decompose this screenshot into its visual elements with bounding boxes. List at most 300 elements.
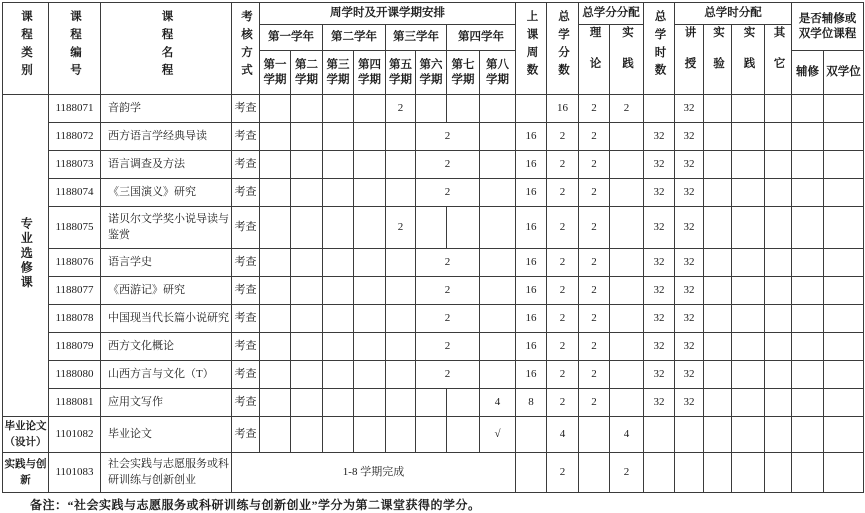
- cell-hours: 32: [644, 277, 675, 305]
- table-row: [3, 207, 864, 249]
- cell-s6-s7: 2: [416, 333, 480, 361]
- cell-minor: [792, 389, 824, 417]
- cell-lecture: 32: [675, 305, 704, 333]
- header-semester-7: 第七学期: [447, 51, 480, 95]
- cell-s5: [386, 333, 416, 361]
- cell-s1: [260, 389, 291, 417]
- cell-s6: [416, 95, 447, 123]
- header-weekly-hours: 周学时及开课学期安排: [260, 3, 516, 25]
- cell-exam: 考查: [232, 95, 260, 123]
- cell-theory: 2: [579, 333, 610, 361]
- cell-s3: [323, 417, 354, 453]
- cell-experiment: [704, 151, 732, 179]
- cell-s3: [323, 305, 354, 333]
- cell-course-name: 西方文化概论: [101, 333, 232, 361]
- cell-course-name: 《三国演义》研究: [101, 179, 232, 207]
- cell-hours-practice: [732, 389, 765, 417]
- cell-credits: 16: [547, 95, 579, 123]
- cell-s3: [323, 361, 354, 389]
- cell-course-id: 1188073: [49, 151, 101, 179]
- cell-double-degree: [824, 249, 864, 277]
- header-credit-practice: [610, 25, 644, 95]
- cell-other: [765, 249, 792, 277]
- cell-s8: [480, 305, 516, 333]
- cell-course-id: 1188071: [49, 95, 101, 123]
- cell-hours-practice: [732, 95, 765, 123]
- cell-weeks: 16: [516, 305, 547, 333]
- cell-s2: [291, 333, 323, 361]
- cell-course-id: 1188072: [49, 123, 101, 151]
- cell-lecture: [675, 453, 704, 493]
- cell-lecture: [675, 417, 704, 453]
- cell-s8: [480, 179, 516, 207]
- cell-s5: [386, 417, 416, 453]
- cell-s2: [291, 95, 323, 123]
- cell-credits: 2: [547, 361, 579, 389]
- cell-s2: [291, 179, 323, 207]
- cell-course-id: 1188078: [49, 305, 101, 333]
- cell-hours: 32: [644, 333, 675, 361]
- cell-theory: 2: [579, 249, 610, 277]
- cell-minor: [792, 123, 824, 151]
- cell-experiment: [704, 179, 732, 207]
- table-row: [3, 333, 864, 361]
- cell-minor: [792, 249, 824, 277]
- cell-minor: [792, 95, 824, 123]
- table-row: [3, 179, 864, 207]
- cell-s1: [260, 123, 291, 151]
- cell-s2: [291, 417, 323, 453]
- cell-s3: [323, 277, 354, 305]
- cell-hours: 32: [644, 305, 675, 333]
- cell-credits: 4: [547, 417, 579, 453]
- cell-course-name: 诺贝尔文学奖小说导读与鉴赏: [101, 207, 232, 249]
- cell-minor: [792, 151, 824, 179]
- cell-s4: [354, 95, 386, 123]
- cell-s7: [447, 207, 480, 249]
- cell-theory: 2: [579, 179, 610, 207]
- cell-s3: [323, 179, 354, 207]
- cell-theory: 2: [579, 207, 610, 249]
- cell-s4: [354, 417, 386, 453]
- cell-s5: 2: [386, 207, 416, 249]
- cell-experiment: [704, 207, 732, 249]
- header-semester-2: 第二学期: [291, 51, 323, 95]
- cell-experiment: [704, 95, 732, 123]
- cell-s6: [416, 417, 447, 453]
- cell-s6-s7: 2: [416, 305, 480, 333]
- header-semester-8: 第八学期: [480, 51, 516, 95]
- cell-other: [765, 179, 792, 207]
- cell-minor: [792, 305, 824, 333]
- cell-practice: [610, 333, 644, 361]
- cell-experiment: [704, 453, 732, 493]
- cell-hours: 32: [644, 207, 675, 249]
- cell-credits: 2: [547, 277, 579, 305]
- cell-course-name: 中国现当代长篇小说研究: [101, 305, 232, 333]
- cell-s1: [260, 361, 291, 389]
- cell-theory: 2: [579, 95, 610, 123]
- table-row: [3, 417, 864, 453]
- cell-s6-s7: 2: [416, 277, 480, 305]
- cell-s8: [480, 95, 516, 123]
- cell-course-id: 1101082: [49, 417, 101, 453]
- header-year-1: 第一学年: [260, 25, 323, 51]
- cell-theory: [579, 453, 610, 493]
- cell-practice: [610, 277, 644, 305]
- cell-category-practice: 实践与创新: [3, 453, 49, 493]
- cell-course-id: 1101083: [49, 453, 101, 493]
- cell-hours: [644, 95, 675, 123]
- cell-credits: 2: [547, 305, 579, 333]
- cell-s8: 4: [480, 389, 516, 417]
- table-row: [3, 389, 864, 417]
- cell-minor: [792, 417, 824, 453]
- cell-practice: [610, 123, 644, 151]
- table-row: [3, 95, 864, 123]
- header-course-name: [101, 3, 232, 95]
- cell-double-degree: [824, 95, 864, 123]
- cell-double-degree: [824, 417, 864, 453]
- cell-s8: [480, 333, 516, 361]
- cell-s2: [291, 389, 323, 417]
- category-elective-label: 专业选修课: [19, 216, 34, 290]
- cell-exam: 考查: [232, 305, 260, 333]
- cell-s4: [354, 389, 386, 417]
- cell-s8: [480, 277, 516, 305]
- cell-course-name: 语言学史: [101, 249, 232, 277]
- cell-course-id: 1188077: [49, 277, 101, 305]
- table-row: [3, 361, 864, 389]
- cell-practice: [610, 361, 644, 389]
- table-header: [3, 3, 864, 95]
- table-row: [3, 453, 864, 493]
- cell-hours: 32: [644, 179, 675, 207]
- cell-s8: [480, 123, 516, 151]
- cell-credits: 2: [547, 453, 579, 493]
- cell-weeks: 16: [516, 361, 547, 389]
- cell-s4: [354, 333, 386, 361]
- cell-s1: [260, 207, 291, 249]
- header-total-hours-label: 总学时数: [653, 10, 666, 82]
- cell-experiment: [704, 389, 732, 417]
- cell-s3: [323, 123, 354, 151]
- cell-credits: 2: [547, 249, 579, 277]
- cell-credits: 2: [547, 179, 579, 207]
- cell-other: [765, 333, 792, 361]
- cell-s4: [354, 179, 386, 207]
- cell-experiment: [704, 249, 732, 277]
- cell-weeks: [516, 453, 547, 493]
- cell-s5: [386, 389, 416, 417]
- cell-exam: 考查: [232, 123, 260, 151]
- table-row: [3, 249, 864, 277]
- header-hours-experiment: [704, 25, 732, 95]
- table-body: [3, 95, 864, 493]
- cell-theory: 2: [579, 123, 610, 151]
- cell-double-degree: [824, 151, 864, 179]
- cell-s2: [291, 305, 323, 333]
- cell-hours-practice: [732, 333, 765, 361]
- cell-double-degree: [824, 389, 864, 417]
- cell-course-name: 毕业论文: [101, 417, 232, 453]
- cell-lecture: 32: [675, 207, 704, 249]
- header-total-credits: [547, 3, 579, 95]
- cell-double-degree: [824, 207, 864, 249]
- cell-practice: [610, 151, 644, 179]
- cell-s6-s7: 2: [416, 151, 480, 179]
- cell-s8: [480, 151, 516, 179]
- cell-s8: [480, 361, 516, 389]
- cell-s5: [386, 361, 416, 389]
- cell-theory: 2: [579, 389, 610, 417]
- cell-credits: 2: [547, 151, 579, 179]
- cell-completion-note: 1-8 学期完成: [232, 453, 516, 493]
- header-year-4: 第四学年: [447, 25, 516, 51]
- cell-theory: [579, 417, 610, 453]
- cell-course-name: 音韵学: [101, 95, 232, 123]
- cell-s1: [260, 179, 291, 207]
- cell-double-degree: [824, 453, 864, 493]
- cell-hours: 32: [644, 249, 675, 277]
- cell-other: [765, 305, 792, 333]
- cell-other: [765, 95, 792, 123]
- header-semester-6: 第六学期: [416, 51, 447, 95]
- cell-other: [765, 417, 792, 453]
- cell-exam: 考查: [232, 207, 260, 249]
- cell-s3: [323, 95, 354, 123]
- cell-s4: [354, 305, 386, 333]
- cell-weeks: 16: [516, 179, 547, 207]
- cell-hours-practice: [732, 453, 765, 493]
- cell-s7: [447, 95, 480, 123]
- header-hours-distribution: 总学时分配: [675, 3, 792, 25]
- header-hours-lecture: [675, 25, 704, 95]
- cell-weeks: [516, 95, 547, 123]
- cell-minor: [792, 277, 824, 305]
- cell-theory: 2: [579, 151, 610, 179]
- cell-s1: [260, 151, 291, 179]
- cell-s1: [260, 333, 291, 361]
- cell-weeks: 16: [516, 207, 547, 249]
- cell-s6-s7: 2: [416, 249, 480, 277]
- cell-s3: [323, 207, 354, 249]
- header-class-weeks-label: 上课周数: [525, 10, 538, 82]
- cell-s3: [323, 249, 354, 277]
- cell-theory: 2: [579, 361, 610, 389]
- table-row: [3, 123, 864, 151]
- header-hours-lecture-label: 讲授: [683, 26, 696, 89]
- cell-double-degree: [824, 361, 864, 389]
- cell-weeks: 16: [516, 123, 547, 151]
- header-minor-double-degree: 是否辅修或双学位课程: [792, 3, 864, 51]
- cell-hours-practice: [732, 277, 765, 305]
- cell-s5: [386, 151, 416, 179]
- cell-double-degree: [824, 123, 864, 151]
- cell-exam: 考查: [232, 151, 260, 179]
- cell-theory: 2: [579, 305, 610, 333]
- cell-exam: 考查: [232, 249, 260, 277]
- cell-hours: [644, 453, 675, 493]
- header-class-weeks: [516, 3, 547, 95]
- cell-s2: [291, 207, 323, 249]
- cell-course-id: 1188079: [49, 333, 101, 361]
- header-year-2: 第二学年: [323, 25, 386, 51]
- header-semester-1: 第一学期: [260, 51, 291, 95]
- cell-practice: [610, 249, 644, 277]
- cell-other: [765, 453, 792, 493]
- cell-weeks: 8: [516, 389, 547, 417]
- cell-hours-practice: [732, 207, 765, 249]
- header-course-id: [49, 3, 101, 95]
- cell-lecture: 32: [675, 179, 704, 207]
- cell-course-id: 1188074: [49, 179, 101, 207]
- cell-course-id: 1188075: [49, 207, 101, 249]
- cell-lecture: 32: [675, 333, 704, 361]
- cell-practice: [610, 207, 644, 249]
- cell-hours: 32: [644, 151, 675, 179]
- header-hours-experiment-label: 实验: [711, 26, 724, 89]
- cell-s4: [354, 207, 386, 249]
- cell-course-name: 应用文写作: [101, 389, 232, 417]
- cell-other: [765, 361, 792, 389]
- cell-minor: [792, 361, 824, 389]
- header-row-1: [3, 3, 864, 25]
- header-credit-theory-label: 理论: [588, 26, 601, 89]
- header-exam-method-label: 考核方式: [239, 10, 252, 82]
- cell-s1: [260, 417, 291, 453]
- cell-s3: [323, 333, 354, 361]
- header-course-id-label: 课程编号: [68, 10, 81, 82]
- cell-s8: [480, 207, 516, 249]
- cell-course-name: 社会实践与志愿服务或科研训练与创新创业: [101, 453, 232, 493]
- cell-lecture: 32: [675, 361, 704, 389]
- cell-other: [765, 207, 792, 249]
- cell-hours-practice: [732, 249, 765, 277]
- cell-s5: [386, 179, 416, 207]
- cell-other: [765, 151, 792, 179]
- cell-s6: [416, 389, 447, 417]
- cell-exam: 考查: [232, 361, 260, 389]
- cell-category-elective: [3, 95, 49, 417]
- cell-double-degree: [824, 277, 864, 305]
- cell-s2: [291, 151, 323, 179]
- table-row: [3, 151, 864, 179]
- cell-exam: 考查: [232, 389, 260, 417]
- cell-s1: [260, 95, 291, 123]
- header-course-name-label: 课程名程: [160, 10, 173, 82]
- cell-s7: [447, 389, 480, 417]
- cell-category-thesis: 毕业论文（设计）: [3, 417, 49, 453]
- cell-lecture: 32: [675, 95, 704, 123]
- cell-experiment: [704, 333, 732, 361]
- cell-s8: [480, 249, 516, 277]
- cell-course-id: 1188081: [49, 389, 101, 417]
- cell-s5: [386, 277, 416, 305]
- cell-s1: [260, 305, 291, 333]
- cell-hours-practice: [732, 417, 765, 453]
- cell-course-name: 山西方言与文化（T）: [101, 361, 232, 389]
- cell-s8-checkmark: √: [480, 417, 516, 453]
- cell-hours: [644, 417, 675, 453]
- cell-s2: [291, 249, 323, 277]
- header-credit-practice-label: 实践: [620, 26, 633, 89]
- cell-practice: [610, 389, 644, 417]
- header-semester-4: 第四学期: [354, 51, 386, 95]
- cell-practice: 4: [610, 417, 644, 453]
- cell-hours-practice: [732, 123, 765, 151]
- cell-experiment: [704, 277, 732, 305]
- cell-s1: [260, 249, 291, 277]
- cell-lecture: 32: [675, 123, 704, 151]
- header-minor: 辅修: [792, 51, 824, 95]
- cell-weeks: 16: [516, 151, 547, 179]
- cell-lecture: 32: [675, 151, 704, 179]
- cell-s5: 2: [386, 95, 416, 123]
- cell-minor: [792, 333, 824, 361]
- cell-hours-practice: [732, 361, 765, 389]
- cell-s5: [386, 123, 416, 151]
- cell-experiment: [704, 361, 732, 389]
- table-row: [3, 277, 864, 305]
- cell-practice: [610, 179, 644, 207]
- cell-practice: 2: [610, 95, 644, 123]
- cell-minor: [792, 453, 824, 493]
- cell-s2: [291, 361, 323, 389]
- cell-s5: [386, 249, 416, 277]
- cell-experiment: [704, 305, 732, 333]
- cell-double-degree: [824, 333, 864, 361]
- header-total-hours: [644, 3, 675, 95]
- header-course-category-label: 课程类别: [19, 10, 32, 82]
- cell-s3: [323, 389, 354, 417]
- remark-note: 备注：“社会实践与志愿服务或科研训练与创新创业”学分为第二课堂获得的学分。: [30, 498, 481, 513]
- cell-lecture: 32: [675, 277, 704, 305]
- cell-exam: 考查: [232, 179, 260, 207]
- cell-weeks: [516, 417, 547, 453]
- cell-s4: [354, 361, 386, 389]
- header-semester-5: 第五学期: [386, 51, 416, 95]
- cell-course-name: 西方语言学经典导读: [101, 123, 232, 151]
- cell-s6-s7: 2: [416, 179, 480, 207]
- cell-practice: [610, 305, 644, 333]
- cell-hours-practice: [732, 305, 765, 333]
- cell-weeks: 16: [516, 249, 547, 277]
- cell-hours: 32: [644, 389, 675, 417]
- cell-s5: [386, 305, 416, 333]
- header-course-category: [3, 3, 49, 95]
- cell-lecture: 32: [675, 389, 704, 417]
- cell-minor: [792, 207, 824, 249]
- cell-other: [765, 389, 792, 417]
- header-year-3: 第三学年: [386, 25, 447, 51]
- header-hours-practice-label: 实践: [742, 26, 755, 89]
- cell-exam: 考查: [232, 417, 260, 453]
- cell-s6: [416, 207, 447, 249]
- cell-experiment: [704, 123, 732, 151]
- table-row: [3, 305, 864, 333]
- cell-credits: 2: [547, 389, 579, 417]
- cell-course-id: 1188080: [49, 361, 101, 389]
- cell-s1: [260, 277, 291, 305]
- header-exam-method: [232, 3, 260, 95]
- cell-theory: 2: [579, 277, 610, 305]
- cell-s2: [291, 123, 323, 151]
- cell-weeks: 16: [516, 333, 547, 361]
- cell-s6-s7: 2: [416, 123, 480, 151]
- cell-s4: [354, 123, 386, 151]
- header-total-credits-label: 总学分数: [556, 10, 569, 82]
